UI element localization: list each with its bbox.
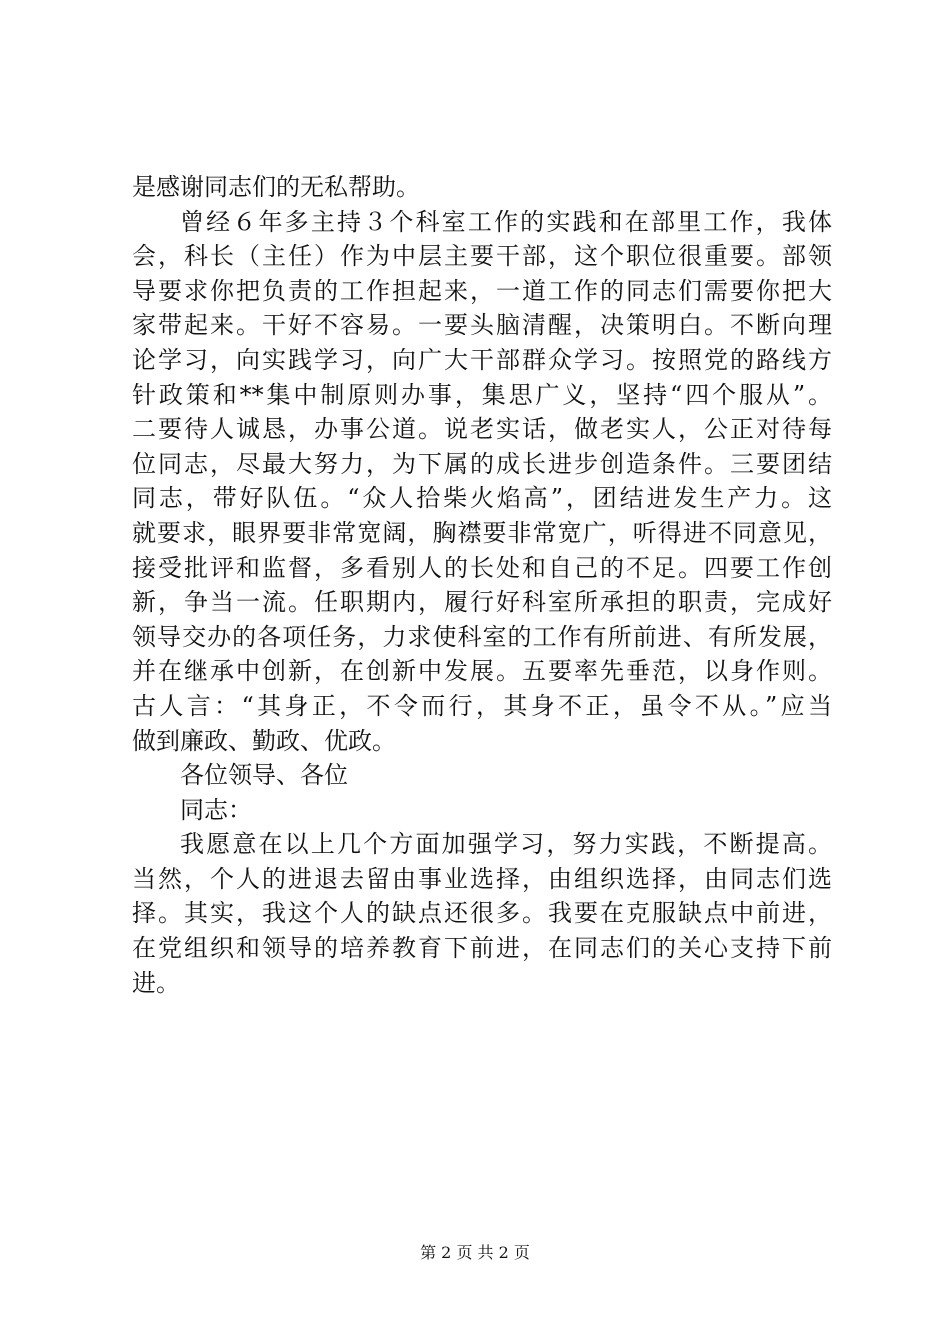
text-line: 就要求，眼界要非常宽阔，胸襟要非常宽广，听得进不同意见， [132, 518, 832, 547]
text-line: 进。 [132, 968, 180, 997]
text-line: 领导交办的各项任务，力求使科室的工作有所前进、有所发展， [132, 622, 832, 651]
text-line: 二要待人诚恳，办事公道。说老实话，做老实人，公正对待每 [132, 415, 832, 444]
text-line: 当然，个人的进退去留由事业选择，由组织选择，由同志们选 [132, 864, 832, 893]
text-line: 会，科长（主任）作为中层主要干部，这个职位很重要。部领 [132, 242, 832, 271]
text-line: 是感谢同志们的无私帮助。 [132, 173, 420, 201]
text-line: 导要求你把负责的工作担起来，一道工作的同志们需要你把大 [132, 276, 832, 305]
text-line: 古人言：“其身正，不令而行，其身不正，虽令不从。”应当 [132, 691, 832, 720]
page-footer [0, 1243, 950, 1263]
text-line: 并在继承中创新，在创新中发展。五要率先垂范，以身作则。 [132, 657, 832, 686]
text-line: 择。其实，我这个人的缺点还很多。我要在克服缺点中前进， [132, 899, 832, 928]
page-number-label: 第 2 页 共 2 页 [420, 1243, 530, 1262]
text-line: 针政策和**集中制原则办事，集思广义，坚持“四个服从”。 [132, 380, 832, 409]
text-line: 各位领导、各位 [180, 761, 348, 790]
text-line: 做到廉政、勤政、优政。 [132, 726, 396, 755]
text-line: 同志，带好队伍。“众人拾柴火焰高”，团结进发生产力。这 [132, 484, 832, 513]
text-line: 新，争当一流。任职期内，履行好科室所承担的职责，完成好 [132, 588, 832, 617]
text-line: 曾经６年多主持３个科室工作的实践和在部里工作，我体 [180, 207, 832, 236]
document-body [132, 170, 832, 1000]
text-line: 同志： [180, 795, 252, 824]
text-line: 接受批评和监督，多看别人的长处和自己的不足。四要工作创 [132, 553, 832, 582]
text-line: 论学习，向实践学习，向广大干部群众学习。按照党的路线方 [132, 345, 832, 374]
text-line: 位同志，尽最大努力，为下属的成长进步创造条件。三要团结 [132, 449, 832, 478]
text-line: 在党组织和领导的培养教育下前进，在同志们的关心支持下前 [132, 934, 832, 963]
text-line: 家带起来。干好不容易。一要头脑清醒，决策明白。不断向理 [132, 311, 832, 340]
text-line: 我愿意在以上几个方面加强学习，努力实践，不断提高。 [180, 830, 832, 859]
